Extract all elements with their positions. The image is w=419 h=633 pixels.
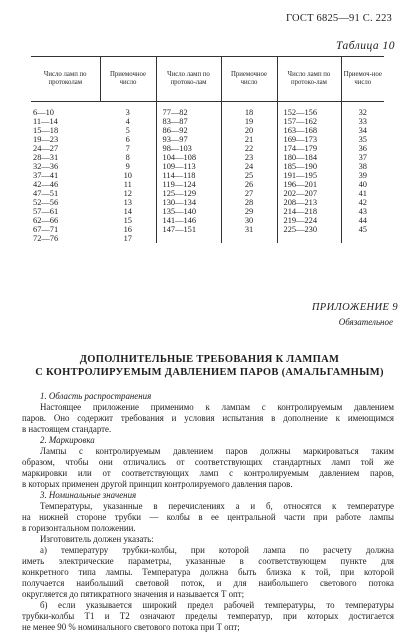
- table-cell: 19—23: [33, 135, 59, 144]
- table-cell: 24: [221, 162, 277, 171]
- table-cell: 10: [123, 171, 132, 180]
- table-cell: 93—97: [156, 135, 221, 144]
- table-cell: 21: [221, 135, 277, 144]
- table-cell: 174—179: [277, 144, 341, 153]
- table-cell: 83—87: [156, 117, 221, 126]
- table-cell: 28: [221, 198, 277, 207]
- table-cell: 35: [341, 135, 384, 144]
- table-cell: 16: [123, 225, 132, 234]
- table-cell: 18: [221, 108, 277, 117]
- table-cell: 17: [123, 234, 132, 243]
- table-cell: 57—61: [33, 207, 59, 216]
- table-header-row: [31, 57, 384, 102]
- table-row: [31, 153, 384, 162]
- table-cell: [156, 234, 221, 243]
- table-row: [31, 189, 384, 198]
- text-line: иметь электрические параметры, указанные в соответствующем пункте для: [22, 556, 394, 566]
- table-cell: 104—108: [156, 153, 221, 162]
- table-cell: 27: [221, 189, 277, 198]
- table-cell: 4: [125, 117, 130, 126]
- table-cell: 28—31: [33, 153, 59, 162]
- table-cell: 196—201: [277, 180, 341, 189]
- table-cell: 6: [125, 135, 130, 144]
- text-line: округляется до пятикратного значения и называется Т опт;: [22, 589, 245, 599]
- text-line: б) если указывается широкий предел рабочей температуры, то температуры: [40, 600, 394, 610]
- table-cell: 15: [123, 216, 132, 225]
- page-header: ГОСТ 6825—91 С. 223: [286, 13, 392, 24]
- table-cell: 219—224: [277, 216, 341, 225]
- table-cell: 185—190: [277, 162, 341, 171]
- text-line: а) температуру трубки-колбы, при которой лампа по расчету должна: [40, 545, 394, 555]
- table-row: [31, 198, 384, 207]
- column-header: Приемочное число: [221, 57, 277, 102]
- table-row: [31, 126, 384, 135]
- table-cell: 9: [125, 162, 130, 171]
- table-cell: 13: [123, 198, 132, 207]
- table-row: [31, 180, 384, 189]
- text-line: Настоящее приложение применимо к лампам с контролируемым давлением: [40, 402, 394, 412]
- table-cell: 67—71: [33, 225, 59, 234]
- table-cell: 225—230: [277, 225, 341, 234]
- table-cell: 98—103: [156, 144, 221, 153]
- table-cell: 32: [341, 108, 384, 117]
- table-cell: 31: [221, 225, 277, 234]
- column-header: Число ламп по протоко-лам: [156, 57, 221, 102]
- section-heading: ДОПОЛНИТЕЛЬНЫЕ ТРЕБОВАНИЯ К ЛАМПАМ: [79, 354, 340, 365]
- table-cell: 23: [221, 153, 277, 162]
- table-row: [31, 135, 384, 144]
- text-line: конкретного типа лампы. Температура должна быть близка к той, при которой: [22, 567, 394, 577]
- text-line: Температуры, указанные в перечислениях а и б, относятся к температуре: [40, 501, 394, 511]
- text-line: не менее 90 % номинального светового потока при Т опт;: [22, 622, 240, 632]
- table-cell: 11: [123, 180, 132, 189]
- appendix-subtitle: Обязательное: [338, 317, 393, 327]
- section-heading: С КОНТРОЛИРУЕМЫМ ДАВЛЕНИЕМ ПАРОВ (АМАЛЬГАМНЫМ): [35, 367, 384, 378]
- table-cell: 39: [341, 171, 384, 180]
- text-line: в настоящем стандарте.: [22, 424, 112, 434]
- table-cell: 6—10: [33, 108, 54, 117]
- table-cell: 72—76: [33, 234, 59, 243]
- table-cell: 47—51: [33, 189, 59, 198]
- data-table: [31, 56, 384, 243]
- table-cell: 125—129: [156, 189, 221, 198]
- table-cell: 38: [341, 162, 384, 171]
- text-line: в которых применен другой принцип контролируемого давления паров.: [22, 479, 293, 489]
- table-cell: 14: [123, 207, 132, 216]
- column-header: Число ламп по протоко-лам: [277, 57, 341, 102]
- table-cell: 41: [341, 189, 384, 198]
- table-row: [31, 162, 384, 171]
- table-cell: [341, 234, 384, 243]
- table-row: [31, 234, 384, 243]
- table-cell: [221, 234, 277, 243]
- table-cell: 11—14: [33, 117, 58, 126]
- table-cell: 214—218: [277, 207, 341, 216]
- appendix-title: ПРИЛОЖЕНИЕ 9: [311, 302, 398, 313]
- table-cell: 86—92: [156, 126, 221, 135]
- table-cell: 77—82: [156, 108, 221, 117]
- table-row: [31, 108, 384, 117]
- table-cell: 157—162: [277, 117, 341, 126]
- text-line: 1. Область распространения: [40, 391, 152, 401]
- table-cell: 147—151: [156, 225, 221, 234]
- table-cell: 163—168: [277, 126, 341, 135]
- text-line: Лампы с контролируемым давлением паров должны маркироваться таким: [40, 446, 394, 456]
- table-row: [31, 117, 384, 126]
- table-cell: 29: [221, 207, 277, 216]
- table-cell: 26: [221, 180, 277, 189]
- table-cell: 180—184: [277, 153, 341, 162]
- text-line: образом, чтобы они отличались от соответствующих стандартных ламп той же: [22, 457, 394, 467]
- table-cell: 15—18: [33, 126, 59, 135]
- column-header: Приемоч-ное число: [341, 57, 384, 102]
- table-cell: 36: [341, 144, 384, 153]
- table-cell: 40: [341, 180, 384, 189]
- table-cell: 152—156: [277, 108, 341, 117]
- table-cell: 8: [125, 153, 130, 162]
- table-cell: 191—195: [277, 171, 341, 180]
- table-cell: 34: [341, 126, 384, 135]
- column-header: Число ламп по протоколам: [31, 57, 100, 102]
- table-cell: 42: [341, 198, 384, 207]
- table-cell: 7: [125, 144, 130, 153]
- text-line: получается наибольший световой поток, и для наибольшего светового потока: [22, 578, 394, 588]
- text-line: на нижней стороне трубки — колбы в ее центральной части при работе лампы: [22, 512, 394, 522]
- table-cell: 24—27: [33, 144, 59, 153]
- table-cell: 22: [221, 144, 277, 153]
- table-cell: 208—213: [277, 198, 341, 207]
- text-line: 2. Маркировка: [40, 435, 95, 445]
- table-cell: 52—56: [33, 198, 59, 207]
- table-row: [31, 144, 384, 153]
- text-line: в горизонтальном положении.: [22, 523, 136, 533]
- table-cell: 202—207: [277, 189, 341, 198]
- table-cell: 43: [341, 207, 384, 216]
- table-row: [31, 171, 384, 180]
- table-cell: 169—173: [277, 135, 341, 144]
- table-cell: 37—41: [33, 171, 59, 180]
- table-cell: 114—118: [156, 171, 221, 180]
- table-cell: 33: [341, 117, 384, 126]
- table-cell: 19: [221, 117, 277, 126]
- text-line: паров. Оно содержит требования и условия испытания в дополнение к имеющимся: [22, 413, 394, 423]
- text-line: трубки-колбы Т1 и Т2 означают пределы температур, при которых достигается: [22, 611, 394, 621]
- table-cell: 5: [125, 126, 130, 135]
- table-cell: 109—113: [156, 162, 221, 171]
- table-cell: 32—36: [33, 162, 59, 171]
- table-cell: [277, 234, 341, 243]
- table-cell: 130—134: [156, 198, 221, 207]
- table-cell: 62—66: [33, 216, 59, 225]
- text-line: 3. Номинальные значения: [40, 490, 137, 500]
- table-cell: 141—146: [156, 216, 221, 225]
- table-row: [31, 225, 384, 234]
- text-line: маркировки или от соответствующих ламп с контролируемым давлением паров,: [22, 468, 394, 478]
- table-cell: 25: [221, 171, 277, 180]
- table-cell: 45: [341, 225, 384, 234]
- table-cell: 37: [341, 153, 384, 162]
- column-header: Приемочное число: [100, 57, 156, 102]
- table-cell: 42—46: [33, 180, 59, 189]
- table-cell: 30: [221, 216, 277, 225]
- table-cell: 12: [123, 189, 132, 198]
- table-row: [31, 216, 384, 225]
- table-cell: 3: [125, 108, 130, 117]
- table-title: Таблица 10: [335, 40, 395, 52]
- table-cell: 20: [221, 126, 277, 135]
- table-row: [31, 207, 384, 216]
- table-cell: 44: [341, 216, 384, 225]
- table-cell: 135—140: [156, 207, 221, 216]
- text-line: Изготовитель должен указать:: [40, 534, 154, 544]
- table-cell: 119—124: [156, 180, 221, 189]
